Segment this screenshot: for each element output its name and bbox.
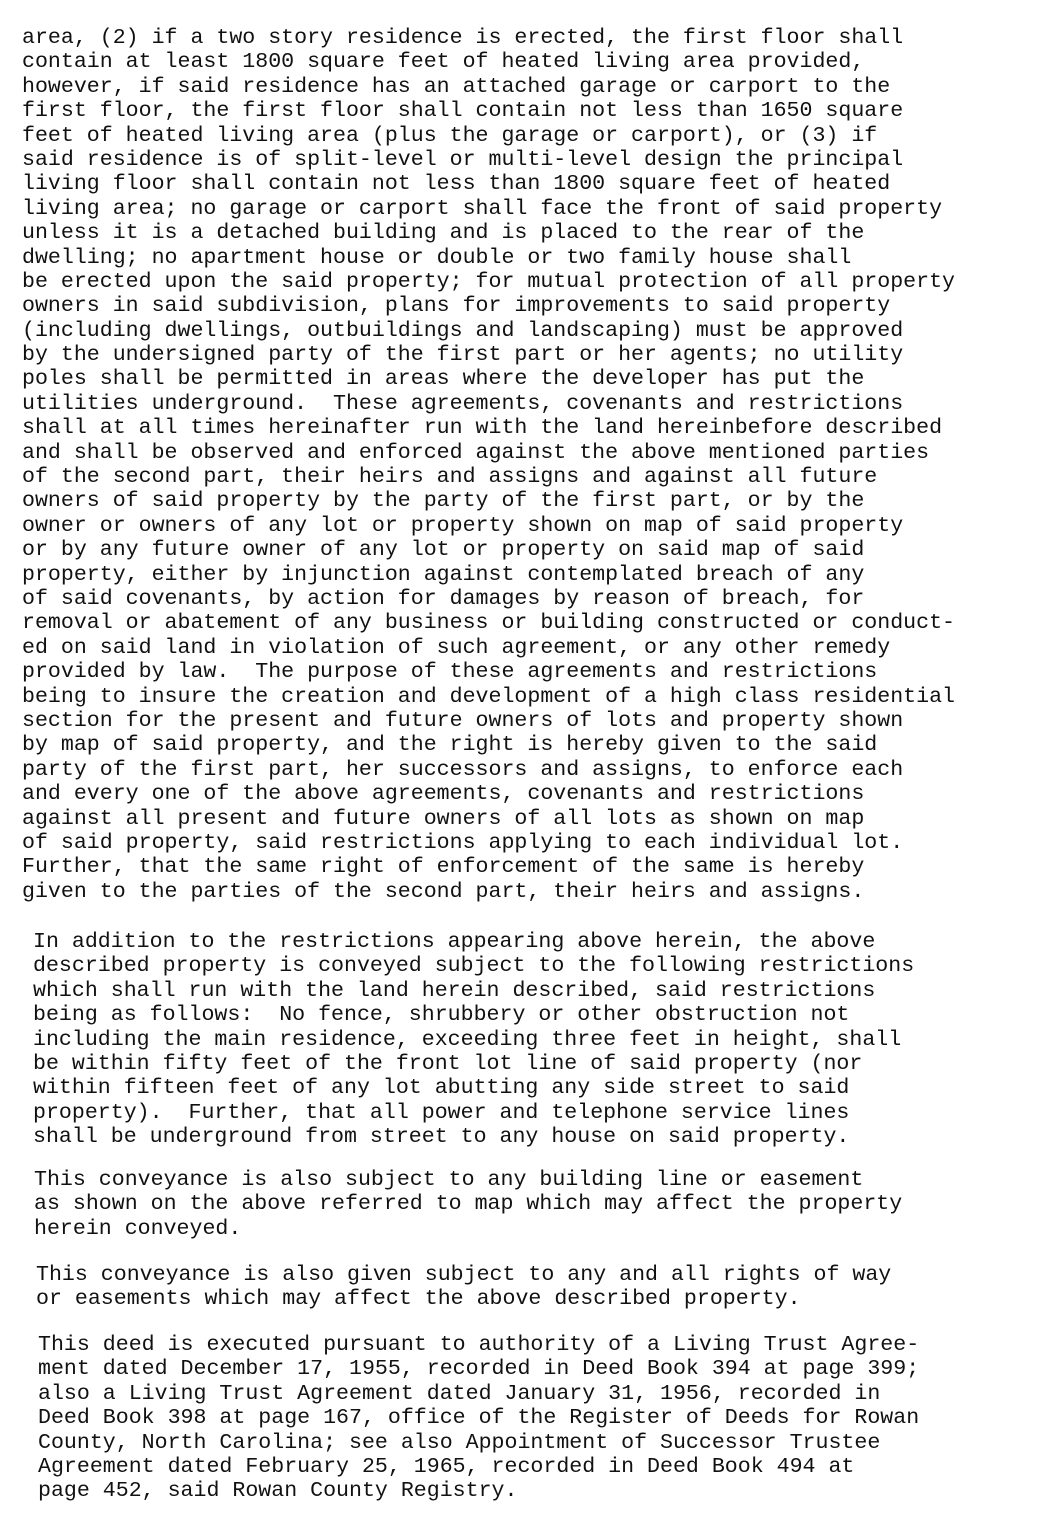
text-line: party of the first part, her successors and assigns, to enforce each: [22, 757, 904, 782]
text-line: against all present and future owners of all lots as shown on map: [22, 806, 865, 831]
text-line: of said covenants, by action for damages by reason of breach, for: [22, 586, 865, 611]
restrictions-paragraph: [22, 26, 955, 904]
text-line: property). Further, that all power and telephone service lines: [33, 1100, 850, 1125]
text-line: and every one of the above agreements, covenants and restrictions: [22, 782, 865, 807]
text-line: shall at all times hereinafter run with the land hereinbefore described: [22, 416, 943, 441]
text-line: by map of said property, and the right is hereby given to the said: [22, 733, 878, 758]
rights-of-way-paragraph: [36, 1263, 891, 1312]
text-line: area, (2) if a two story residence is erected, the first floor shall: [22, 26, 904, 50]
text-line: also a Living Trust Agreement dated January 31, 1956, recorded in: [38, 1381, 881, 1406]
text-line: including the main residence, exceeding three feet in height, shall: [33, 1027, 902, 1052]
text-line: Deed Book 398 at page 167, office of the Register of Deeds for Rowan: [38, 1406, 920, 1431]
text-line: be erected upon the said property; for mutual protection of all property: [22, 269, 956, 294]
text-line: This deed is executed pursuant to authority of a Living Trust Agree-: [38, 1333, 920, 1357]
text-line: owner or owners of any lot or property shown on map of said property: [22, 513, 904, 538]
text-line: unless it is a detached building and is placed to the rear of the: [22, 221, 865, 246]
text-line: or easements which may affect the above described property.: [36, 1287, 801, 1312]
text-line: In addition to the restrictions appearing above herein, the above: [33, 930, 876, 954]
text-line: shall be underground from street to any house on said property.: [33, 1125, 850, 1150]
text-line: as shown on the above referred to map which may affect the property: [34, 1192, 903, 1217]
text-line: of said property, said restrictions applying to each individual lot.: [22, 830, 904, 855]
text-line: however, if said residence has an attached garage or carport to the: [22, 74, 891, 99]
text-line: owners of said property by the party of the first part, or by the: [22, 489, 865, 514]
building-line-paragraph: [34, 1168, 902, 1241]
text-line: living area; no garage or carport shall face the front of said property: [22, 196, 943, 221]
text-line: owners in said subdivision, plans for improvements to said property: [22, 294, 891, 319]
text-line: given to the parties of the second part, their heirs and assigns.: [22, 879, 865, 904]
text-line: utilities underground. These agreements, covenants and restrictions: [22, 391, 904, 416]
living-trust-paragraph: [38, 1333, 919, 1504]
text-line: feet of heated living area (plus the garage or carport), or (3) if: [22, 123, 878, 148]
text-line: ed on said land in violation of such agreement, or any other remedy: [22, 635, 891, 660]
text-line: Further, that the same right of enforcement of the same is hereby: [22, 855, 865, 880]
text-line: herein conveyed.: [34, 1216, 242, 1241]
text-line: dwelling; no apartment house or double or two family house shall: [22, 245, 852, 270]
text-line: page 452, said Rowan County Registry.: [38, 1479, 518, 1504]
text-line: or by any future owner of any lot or property on said map of said: [22, 538, 865, 563]
additional-restrictions-paragraph: [33, 930, 914, 1150]
text-line: of the second part, their heirs and assigns and against all future: [22, 465, 878, 490]
text-line: within fifteen feet of any lot abutting any side street to said: [33, 1076, 850, 1101]
text-line: described property is conveyed subject to the following restrictions: [33, 954, 915, 979]
text-line: living floor shall contain not less than 1800 square feet of heated: [22, 172, 891, 197]
text-line: This conveyance is also subject to any building line or easement: [34, 1168, 864, 1192]
text-line: said residence is of split-level or multi-level design the principal: [22, 147, 904, 172]
text-line: property, either by injunction against contemplated breach of any: [22, 562, 865, 587]
text-line: provided by law. The purpose of these agreements and restrictions: [22, 660, 878, 685]
text-line: which shall run with the land herein described, said restrictions: [33, 978, 876, 1003]
text-line: (including dwellings, outbuildings and landscaping) must be approved: [22, 318, 904, 343]
text-line: section for the present and future owners of lots and property shown: [22, 708, 904, 733]
text-line: poles shall be permitted in areas where the developer has put the: [22, 367, 865, 392]
text-line: and shall be observed and enforced against the above mentioned parties: [22, 440, 930, 465]
text-line: being to insure the creation and development of a high class residential: [22, 684, 956, 709]
text-line: County, North Carolina; see also Appointment of Successor Trustee: [38, 1430, 881, 1455]
text-line: first floor, the first floor shall contain not less than 1650 square: [22, 99, 904, 124]
text-line: by the undersigned party of the first part or her agents; no utility: [22, 343, 904, 368]
text-line: be within fifty feet of the front lot line of said property (nor: [33, 1051, 863, 1076]
text-line: removal or abatement of any business or building constructed or conduct-: [22, 611, 956, 636]
text-line: contain at least 1800 square feet of heated living area provided,: [22, 50, 865, 75]
text-line: This conveyance is also given subject to any and all rights of way: [36, 1263, 892, 1287]
text-line: ment dated December 17, 1955, recorded in Deed Book 394 at page 399;: [38, 1357, 920, 1382]
text-line: being as follows: No fence, shrubbery or other obstruction not: [33, 1003, 850, 1028]
text-line: Agreement dated February 25, 1965, recorded in Deed Book 494 at: [38, 1454, 855, 1479]
